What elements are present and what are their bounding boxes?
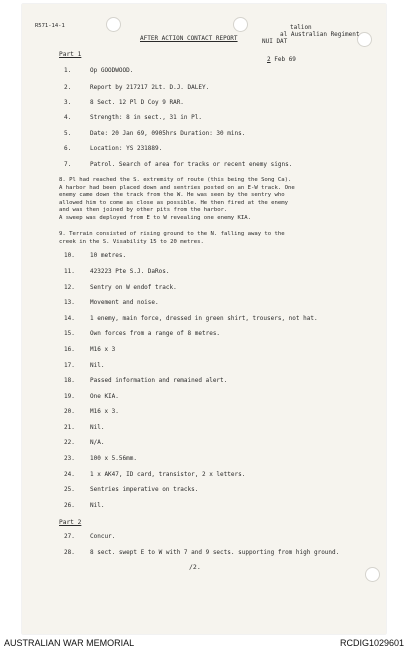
item-number: 15. (64, 330, 75, 337)
item-number: 12. (64, 284, 75, 291)
item-number: 16. (64, 346, 75, 353)
item-number: 13. (64, 299, 75, 306)
item-number: 4. (64, 114, 72, 121)
item-text: Patrol. Search of area for tracks or recent enemy signs. (90, 161, 293, 168)
item-text: Report by 217217 2Lt. D.J. DALEY. (90, 84, 210, 91)
item-number: 14. (64, 315, 75, 322)
item-number: 25. (64, 486, 75, 493)
report-date-month: Feb 69 (274, 56, 296, 63)
item-number: 18. (64, 377, 75, 384)
item-text: 423223 Pte S.J. DaRos. (90, 268, 170, 275)
item-text: Own forces from a range of 8 metres. (90, 330, 221, 337)
item-text: Date: 20 Jan 69, 0905hrs Duration: 30 mins. (90, 130, 246, 137)
document-page (22, 4, 386, 634)
unit-line-1: talion (290, 24, 312, 31)
item-text: M16 x 3. (90, 408, 119, 415)
item-text: 8 sect. swept E to W with 7 and 9 sects. supporting from high ground. (90, 549, 340, 556)
item-number: 1. (64, 67, 72, 74)
item-number: 24. (64, 471, 75, 478)
item-number: 10. (64, 252, 75, 259)
item-text: Strength: 8 in sect., 31 in Pl. (90, 114, 202, 121)
item-number: 6. (64, 145, 72, 152)
item-number: 5. (64, 130, 72, 137)
paragraph-line: A harbor had been placed down and sentries posted on an E-W track. One (59, 184, 295, 191)
item-number: 2. (64, 84, 72, 91)
item-text: 8 Sect. 12 Pl D Coy 9 RAR. (90, 99, 184, 106)
item-text: 1 x AK47, ID card, transistor, 2 x letters. (90, 471, 246, 478)
item-number: 19. (64, 393, 75, 400)
item-text: Concur. (90, 533, 116, 540)
item-number: 28. (64, 549, 75, 556)
part1-heading: Part 1 (59, 51, 82, 58)
item-text: Nil. (90, 502, 105, 509)
unit-line-2: al Australian Regiment (280, 31, 360, 38)
file-reference: R571-14-1 (35, 23, 65, 29)
item-number: 7. (64, 161, 72, 168)
item-number: 20. (64, 408, 75, 415)
item-text: Sentry on W endof track. (90, 284, 177, 291)
item-number: 26. (64, 502, 75, 509)
item-text: One KIA. (90, 393, 119, 400)
item-text: Op GOODWOOD. (90, 67, 134, 74)
item-text: Passed information and remained alert. (90, 377, 228, 384)
item-text: 10 metres. (90, 252, 127, 259)
footer-archive-name: AUSTRALIAN WAR MEMORIAL (4, 638, 135, 648)
item-text: M16 x 3 (90, 346, 116, 353)
item-number: 23. (64, 455, 75, 462)
item-text: Location: YS 231889. (90, 145, 163, 152)
item-text: Sentries imperative on tracks. (90, 486, 199, 493)
item-number: 11. (64, 268, 75, 275)
item-text: Nil. (90, 362, 105, 369)
report-date (267, 56, 296, 63)
item-text: N/A. (90, 439, 105, 446)
paragraph-line: creek in the S. Visability 15 to 20 metres. (59, 238, 204, 245)
item-number: 27. (64, 533, 75, 540)
item-number: 17. (64, 362, 75, 369)
item-number: 22. (64, 439, 75, 446)
item-text: 100 x 5.56mm. (90, 455, 137, 462)
item-number: 3. (64, 99, 72, 106)
paragraph-line: enemy came down the track from the W. He was seen by the sentry who (59, 192, 285, 198)
item-text: Nil. (90, 424, 105, 431)
paragraph-line: 8. Pl had reached the S. extremity of route (this being the Song Ca). (59, 177, 292, 183)
paragraph-line: A sweep was deployed from E to W revealing one enemy KIA. (59, 214, 251, 221)
footer-record-id: RCDIG1029601 (339, 638, 404, 648)
unit-line-3: NUI DAT (262, 38, 288, 45)
punch-hole (233, 17, 248, 32)
paragraph-line: and was then joined by other pits from the harbor. (59, 207, 228, 213)
item-text: 1 enemy, main force, dressed in green shirt, trousers, not hat. (90, 315, 318, 322)
report-title: AFTER ACTION CONTACT REPORT (140, 35, 238, 42)
punch-hole (365, 567, 380, 582)
item-number: 21. (64, 424, 75, 431)
report-date-day: 2 (267, 56, 271, 63)
paragraph-line: 9. Terrain consisted of rising ground to the N. falling away to the (59, 231, 285, 237)
page-continuation-marker: /2. (189, 563, 201, 571)
punch-hole (106, 17, 121, 32)
item-text: Movement and noise. (90, 299, 159, 306)
paragraph-line: allowed him to come as close as possible. He then fired at the enemy (59, 199, 289, 206)
part2-heading: Part 2 (59, 519, 82, 526)
